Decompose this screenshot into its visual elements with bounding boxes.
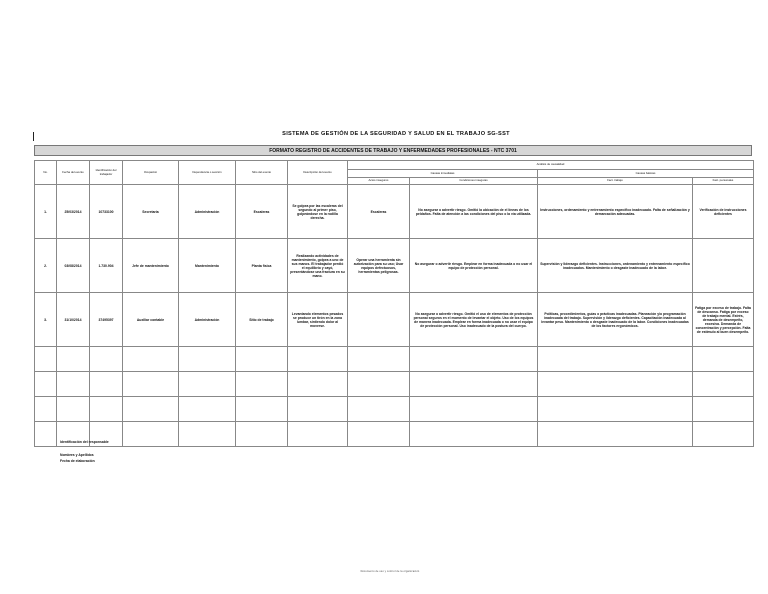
cell-trabajo: Supervisión y liderazgo deficientes. Instrucciones, ordenamiento y entrenamiento específico inadecuados. Mantenimiento o desgaste inadecuado de la labor. — [538, 239, 693, 293]
table-row — [35, 293, 754, 347]
header-sitio: Sitio del evento — [236, 161, 288, 185]
cell-sitio: Sitio de trabajo — [236, 293, 288, 347]
header-factores-personales: Fact. personales — [693, 178, 754, 185]
left-margin-marker — [33, 132, 34, 141]
header-causas-inmediatas: Causas inmediatas — [348, 170, 538, 178]
header-causas-basicas: Causas básicas — [538, 170, 754, 178]
empty-row — [35, 397, 754, 422]
empty-row — [35, 372, 754, 397]
cell-condiciones: No asegurar o advertir riesgo. Emplear en forma inadecuada o no usar el equipo de protección personal. — [410, 239, 538, 293]
cell-condiciones: No asegurar o advertir riesgo. Omitió el uso de elementos de protección personal seguros en el momento de levantar el objeto. Uso de los equipos de manera inadecuada. Emplear en forma inadecuada o no usar el equipo de protección personal. Uso inadecuado de la postura del cuerpo. — [410, 293, 538, 347]
cell-actos: Escaleras — [348, 185, 410, 239]
cell-id: 37495397 — [90, 293, 123, 347]
header-condiciones: Condiciones inseguras — [410, 178, 538, 185]
cell-descripcion: Se golpea por las escaleras del segundo al primer piso, golpeándose en la rodilla derecha. — [288, 185, 348, 239]
document-title: SISTEMA DE GESTIÓN DE LA SEGURIDAD Y SALUD EN EL TRABAJO SG-SST — [282, 131, 510, 137]
header-descripcion: Descripción del evento — [288, 161, 348, 185]
cell-sitio: Planta física — [236, 239, 288, 293]
page-footer: Documento de uso y control de la organización — [360, 570, 420, 573]
signature-nombres: Nombres y Apellidos — [60, 453, 94, 457]
format-title-bar: FORMATO REGISTRO DE ACCIDENTES DE TRABAJO Y ENFERMEDADES PROFESIONALES - NTC 3701 — [34, 145, 752, 156]
header-factores-trabajo: Fact. trabajo — [538, 178, 693, 185]
header-identificacion: Identificación del trabajador — [90, 161, 123, 185]
header-ocupacion: Ocupación — [123, 161, 179, 185]
cell-personales: Fatiga por exceso de trabajo. Falta de descanso. Fatiga por exceso de trabajo mental. Estrés, demanda de desempeño, excesiva. Demanda de concentración y percepción. Falta de estímulo al buen desempeño. — [693, 293, 754, 347]
cell-personales — [693, 239, 754, 293]
cell-trabajo: Instrucciones, ordenamiento y entrenamiento específico inadecuado. Falta de señalización y demarcación adecuadas. — [538, 185, 693, 239]
cell-dependencia: Administración — [179, 293, 236, 347]
cell-ocupacion: Secretaria — [123, 185, 179, 239]
cell-ocupacion: Auxiliar contable — [123, 293, 179, 347]
cell-actos: Operar una herramienta sin autorización para su uso; Usar equipos defectuosos, herramientas peligrosas. — [348, 239, 410, 293]
cell-dependencia: Administración — [179, 185, 236, 239]
empty-row — [35, 422, 754, 447]
cell-no: 1. — [35, 185, 57, 239]
cell-descripcion: Levantando elementos pesados se produce un tirón en la zona lumbar, sintiendo dolor al moverse. — [288, 293, 348, 347]
cell-fecha: 03/08/2014 — [57, 239, 90, 293]
header-actos: Actos inseguros — [348, 178, 410, 185]
cell-personales: Verificación de instrucciones deficientes — [693, 185, 754, 239]
cell-trabajo: Políticas, procedimientos, guías o prácticas inadecuadas. Planeación y/o programación inadecuada del trabajo. Supervisión y liderazgo deficientes. Capacitación inadecuada al levantar peso. Mantenimiento o desgaste inadecuado de la labor. Condiciones inadecuadas de los factores ergonómicos. — [538, 293, 693, 347]
cell-sitio: Escaleras — [236, 185, 288, 239]
header-fecha: Fecha del evento — [57, 161, 90, 185]
cell-dependencia: Mantenimiento — [179, 239, 236, 293]
cell-fecha: 25/03/2014 — [57, 185, 90, 239]
cell-id: 10733100 — [90, 185, 123, 239]
cell-descripcion: Realizando actividades de mantenimiento, golpea a uno de sus manos. El trabajador perdió el equilibrio y cayó, presentándose una fractura en su mano. — [288, 239, 348, 293]
cell-condiciones: No asegurar o advertir riesgo. Omitió la ubicación de el líneas de los peldaños. Falta de atención a las condiciones del piso o la vía utilizada. — [410, 185, 538, 239]
header-no: No. — [35, 161, 57, 185]
cell-actos — [348, 293, 410, 347]
cell-no: 2. — [35, 239, 57, 293]
table-row — [35, 185, 754, 239]
header-row-top — [35, 161, 754, 170]
cell-fecha: 31/10/2014 — [57, 293, 90, 347]
header-analisis: Análisis de causalidad — [348, 161, 754, 170]
empty-row — [35, 347, 754, 372]
table-row — [35, 239, 754, 293]
cell-no: 3. — [35, 293, 57, 347]
header-dependencia: Dependencia o sección — [179, 161, 236, 185]
accident-register-table — [34, 160, 754, 447]
cell-ocupacion: Jefe de mantenimiento — [123, 239, 179, 293]
cell-id: 1.730.904 — [90, 239, 123, 293]
signature-fecha: Fecha de elaboración — [60, 459, 95, 463]
signature-responsable: Identificación del responsable — [60, 440, 109, 444]
